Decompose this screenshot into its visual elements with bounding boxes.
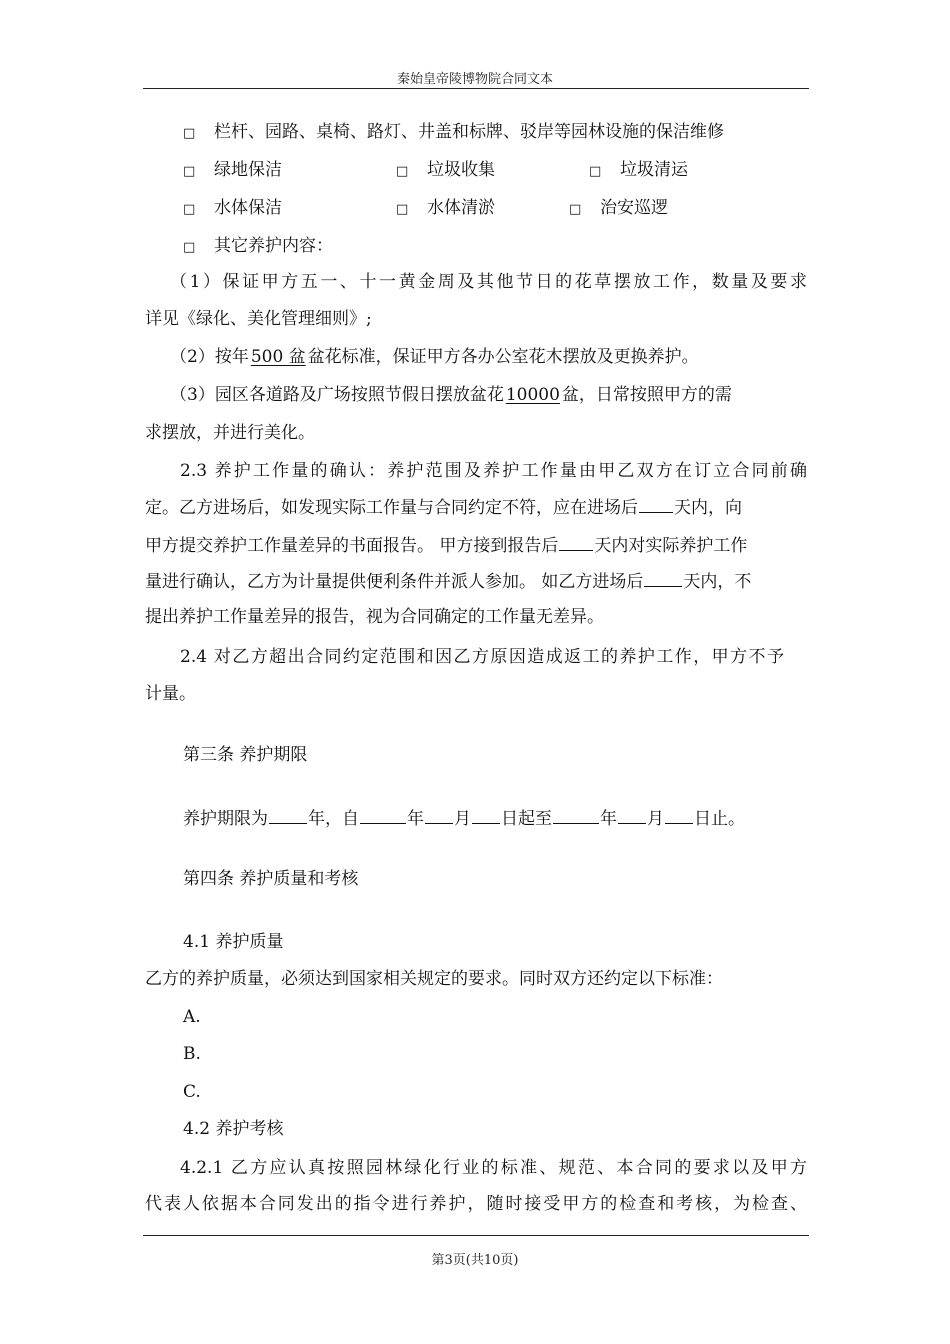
checkbox-label-water-dredge: 水体清淤 [427,198,495,218]
s42-title: 4.2 养护考核 [183,1119,284,1139]
checkbox-water-dredge[interactable]: □ [396,202,409,217]
s23-line-1: 2.3 养护工作量的确认：养护范围及养护工作量由甲乙双方在订立合同前确 [180,461,807,481]
s24-line-1: 2.4 对乙方超出合同约定范围和因乙方原因造成返工的养护工作，甲方不予 [180,647,784,667]
s23-line-3-post: 天内对实际养护工作 [594,536,748,556]
s23-line-3 [145,533,747,557]
s23-line-4 [145,569,751,593]
checkbox-water-clean[interactable]: □ [183,202,196,217]
term-text-4: 月 [454,809,471,829]
s24-line-2: 计量。 [145,684,196,704]
s23-line-4-pre: 量进行确认，乙方为计量提供便利条件并派人参加。 如乙方进场后 [145,572,644,592]
page-header-title: 秦始皇帝陵博物院合同文本 [396,72,553,87]
end-day-blank[interactable] [665,806,693,824]
s421-line-2: 代表人依据本合同发出的指令进行养护，随时接受甲方的检查和考核，为检查、 [145,1194,807,1214]
s421-line-1: 4.2.1 乙方应认真按照园林绿化行业的标准、规范、本合同的要求以及甲方 [180,1158,807,1178]
item-3-post: 盆，日常按照甲方的需 [561,385,732,405]
s23-line-5: 提出养护工作量差异的报告，视为合同确定的工作量无差异。 [145,607,604,627]
header-rule [143,88,809,89]
item-1-line-2: 详见《绿化、美化管理细则》; [145,309,372,329]
checkbox-other[interactable]: □ [183,240,196,255]
article-4-title: 第四条 养护质量和考核 [183,869,359,889]
checkbox-label-garbage-transport: 垃圾清运 [620,160,688,180]
term-text-3: 年 [407,809,424,829]
item-2-value: 500 盆 [250,347,306,367]
term-text-5: 日起至 [501,809,552,829]
s23-days-blank-1[interactable] [639,495,673,513]
checkbox-facilities[interactable]: □ [183,126,196,141]
checkbox-garbage-transport[interactable]: □ [589,164,602,179]
s23-days-blank-2[interactable] [559,533,593,551]
page-number: 第3页(共10页) [431,1253,519,1268]
checkbox-garbage-collect[interactable]: □ [396,164,409,179]
standard-a: A. [183,1007,201,1027]
item-3-line-1 [170,383,732,407]
end-month-blank[interactable] [618,806,646,824]
item-2-pre: （2）按年 [170,347,249,367]
start-month-blank[interactable] [425,806,453,824]
term-text-2: 年，自 [308,809,359,829]
article-3-term [183,806,745,830]
checkbox-label-green-clean: 绿地保洁 [214,160,282,180]
s23-line-2-pre: 定。乙方进场后，如发现实际工作量与合同约定不符，应在进场后 [145,498,638,518]
checkbox-label-garbage-collect: 垃圾收集 [427,160,495,180]
s23-line-2 [145,495,742,519]
term-years-blank[interactable] [269,806,307,824]
s23-line-2-post: 天内，向 [674,498,742,518]
checkbox-security-patrol[interactable]: □ [569,202,582,217]
end-year-blank[interactable] [553,806,599,824]
s23-days-blank-3[interactable] [644,569,682,587]
item-1-line-1: （1）保证甲方五一、十一黄金周及其他节日的花草摆放工作，数量及要求 [170,272,807,292]
checkbox-label-other: 其它养护内容： [214,236,333,256]
start-day-blank[interactable] [472,806,500,824]
s23-line-4-post: 天内，不 [683,572,752,592]
article-3-title: 第三条 养护期限 [183,745,308,765]
s41-title: 4.1 养护质量 [183,932,284,952]
standard-b: B. [183,1044,201,1064]
term-text-1: 养护期限为 [183,809,268,829]
standard-c: C. [183,1082,201,1102]
start-year-blank[interactable] [360,806,406,824]
term-text-8: 日止。 [694,809,745,829]
item-3-line-2: 求摆放，并进行美化。 [145,423,315,443]
s23-line-3-pre: 甲方提交养护工作量差异的书面报告。 甲方接到报告后 [145,536,559,556]
footer-rule [143,1235,809,1236]
item-3-value: 10000 [505,385,560,405]
term-text-6: 年 [600,809,617,829]
checkbox-label-facilities: 栏杆、园路、桌椅、路灯、井盖和标牌、驳岸等园林设施的保洁维修 [214,122,724,142]
s41-text: 乙方的养护质量，必须达到国家相关规定的要求。同时双方还约定以下标准： [145,969,723,989]
checkbox-label-water-clean: 水体保洁 [214,198,282,218]
item-2-post: 盆花标准，保证甲方各办公室花木摆放及更换养护。 [307,347,699,367]
checkbox-green-clean[interactable]: □ [183,164,196,179]
checkbox-label-security-patrol: 治安巡逻 [600,198,668,218]
item-3-pre: （3）园区各道路及广场按照节假日摆放盆花 [170,385,504,405]
item-2-line [170,345,699,369]
term-text-7: 月 [647,809,664,829]
